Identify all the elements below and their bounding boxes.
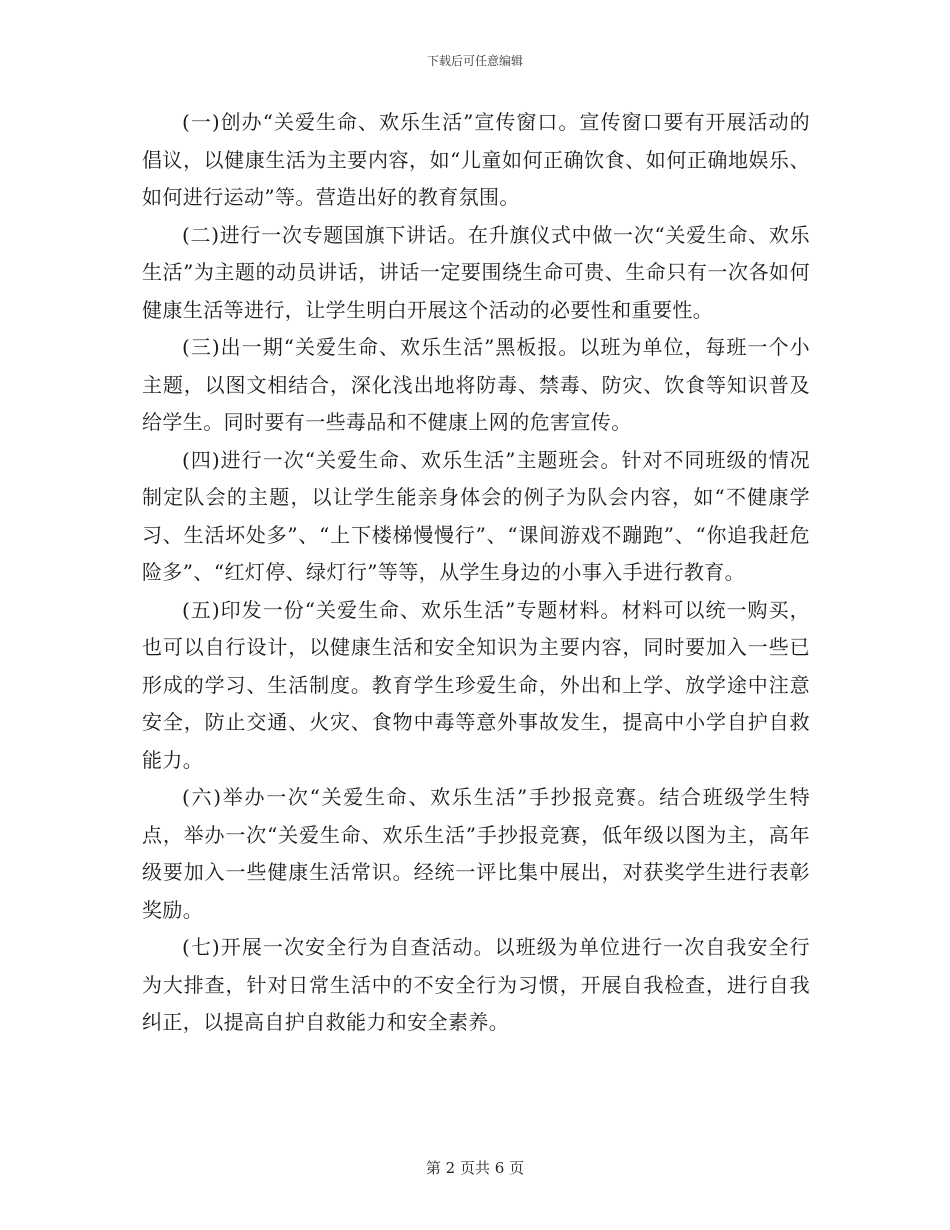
paragraph-2: (二)进行一次专题国旗下讲话。在升旗仪式中做一次“关爱生命、欢乐生活”为主题的动员讲话，讲话一定要围绕生命可贵、生命只有一次各如何健康生活等进行，让学生明白开展这个活动的必要性和重要性。 [142,222,810,322]
paragraph-7: (七)开展一次安全行为自查活动。以班级为单位进行一次自我安全行为大排查，针对日常生活中的不安全行为习惯，开展自我检查，进行自我纠正，以提高自护自救能力和安全素养。 [142,935,810,1034]
document-body [142,104,810,1042]
page-number: 第 2 页共 6 页 [425,1159,525,1177]
page-header-note: 下载后可任意编辑 [426,54,523,68]
paragraph-3: (三)出一期“关爱生命、欢乐生活”黑板报。以班为单位，每班一个小主题，以图文相结合，深化浅出地将防毒、禁毒、防灾、饮食等知识普及给学生。同时要有一些毒品和不健康上网的危害宣传。 [142,335,810,434]
paragraph-5: (五)印发一份“关爱生命、欢乐生活”专题材料。材料可以统一购买，也可以自行设计，以健康生活和安全知识为主要内容，同时要加入一些已形成的学习、生活制度。教育学生珍爱生命，外出和上学、放学途中注意安全，防止交通、火灾、食物中毒等意外事故发生，提高中小学自护自救能力。 [142,597,810,772]
paragraph-1: (一)创办“关爱生命、欢乐生活”宣传窗口。宣传窗口要有开展活动的倡议，以健康生活为主要内容，如“儿童如何正确饮食、如何正确地娱乐、如何进行运动”等。营造出好的教育氛围。 [142,110,810,209]
paragraph-6: (六)举办一次“关爱生命、欢乐生活”手抄报竞赛。结合班级学生特点，举办一次“关爱生命、欢乐生活”手抄报竞赛，低年级以图为主，高年级要加入一些健康生活常识。经统一评比集中展出，对获奖学生进行表彰奖励。 [142,785,810,922]
paragraph-4: (四)进行一次“关爱生命、欢乐生活”主题班会。针对不同班级的情况制定队会的主题，以让学生能亲身体会的例子为队会内容，如“不健康学习、生活坏处多”、“上下楼梯慢慢行”、“课间游戏不蹦跑”、“你追我赶危险多”、“红灯停、绿灯行”等等，从学生身边的小事入手进行教育。 [142,447,810,584]
